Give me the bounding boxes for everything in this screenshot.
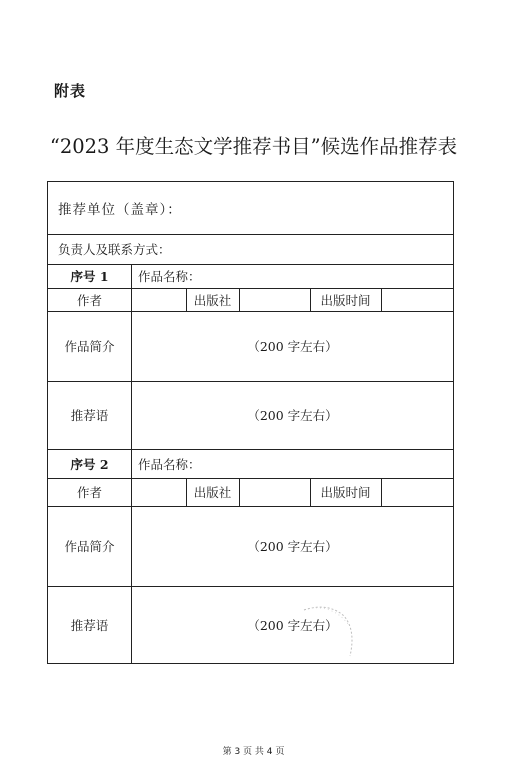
entry-2-recommendation-label: 推荐语 [70,617,109,633]
entry-1-publisher-label: 出版社 [193,292,232,308]
entry-2-author-field[interactable] [132,478,186,506]
entry-2-recommendation-field[interactable]: （200 字左右） [247,617,338,633]
entry-2-publisher-field[interactable] [239,478,310,506]
entry-1-intro-label: 作品简介 [64,339,115,354]
entry-1-publisher-field[interactable] [239,288,310,311]
entry-2-publisher-label: 出版社 [193,485,232,500]
page-footer: 第 3 页 共 4 页 [222,747,285,757]
entry-1-author-field[interactable] [132,288,186,311]
entry-1-intro-field[interactable]: （200 字左右） [247,339,338,354]
entry-1-author-label: 作者 [76,292,102,308]
entry-1-serial: 序号 1 [70,269,109,284]
appendix-label: 附表 [54,82,87,100]
entry-2-author-label: 作者 [76,485,102,500]
entry-2-serial: 序号 2 [70,456,109,472]
entry-1-work-name-field[interactable]: 作品名称： [138,269,201,284]
recommendation-form [47,181,454,664]
entry-1-publish-date-field[interactable] [381,288,453,311]
recommending-unit-field[interactable]: 推荐单位（盖章）： [58,202,182,218]
entry-2-intro-label: 作品简介 [64,539,115,554]
entry-1-publish-date-label: 出版时间 [320,292,371,308]
entry-2-publish-date-label: 出版时间 [320,485,371,500]
entry-1-recommendation-field[interactable]: （200 字左右） [247,408,338,423]
entry-2-work-name-field[interactable]: 作品名称： [138,456,201,472]
entry-2-publish-date-field[interactable] [381,478,453,506]
entry-2-intro-field[interactable]: （200 字左右） [247,539,338,554]
contact-person-field[interactable]: 负责人及联系方式： [58,242,171,257]
document-title: “2023 年度生态文学推荐书目”候选作品推荐表 [49,135,458,158]
entry-1-recommendation-label: 推荐语 [70,408,109,423]
